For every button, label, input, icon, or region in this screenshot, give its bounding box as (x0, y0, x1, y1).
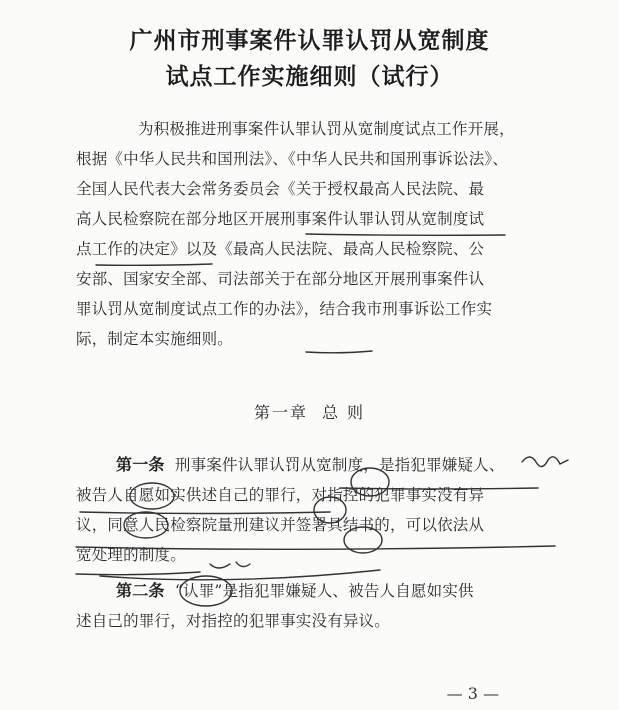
article-1-line-1 (76, 450, 576, 480)
chapter-label: 第一章 (253, 403, 308, 422)
page-number-text: — 3 — (446, 684, 499, 703)
document-title-line-1: 广州市刑事案件认罪认罚从宽制度 (129, 27, 490, 54)
article-1-line-2: 被告人自愿如实供述自己的罪行，对指控的犯罪事实没有异 (76, 486, 485, 504)
article-2 (76, 576, 576, 636)
preamble-line: 罪认罚从宽制度试点工作的办法》，结合我市刑事诉讼工作实 (76, 300, 493, 318)
preamble-line: 为积极推进刑事案件认罪认罚从宽制度试点工作开展， (138, 120, 515, 138)
article-1-line-4: 宽处理的制度。 (76, 546, 186, 564)
article-2-line-2: 述自己的罪行，对指控的犯罪事实没有异议。 (76, 612, 391, 630)
article-1-heading: 第一条 (116, 455, 165, 474)
preamble-line: 根据《中华人民共和国刑法》、《中华人民共和国刑事诉讼法》、 (76, 150, 509, 168)
preamble-line: 全国人民代表大会常务委员会《关于授权最高人民法院、最 (76, 180, 485, 198)
preamble-line: 际，制定本实施细则。 (76, 330, 234, 348)
preamble-line: 高人民检察院在部分地区开展刑事案件认罪认罚从宽制度试 (76, 210, 485, 228)
chapter-title: 总 则 (321, 403, 366, 422)
article-2-heading: 第二条 (116, 581, 165, 600)
preamble-paragraph (76, 114, 576, 354)
preamble-line: 安部、国家安全部、司法部关于在部分地区开展刑事案件认 (76, 270, 485, 288)
article-1-line-3: 议，同意人民检察院量刑建议并签署具结书的，可以依法从 (76, 516, 485, 534)
article-2-text: “认罪”是指犯罪嫌疑人、被告人自愿如实供 (174, 582, 474, 600)
article-1-text: 刑事案件认罪认罚从宽制度，是指犯罪嫌疑人、 (174, 456, 505, 474)
underline-mark (76, 572, 200, 575)
chapter-heading (0, 400, 619, 423)
article-1 (76, 450, 576, 570)
document-title-line-2: 试点工作实施细则（试行） (165, 63, 454, 90)
article-2-line-1 (76, 576, 576, 606)
preamble-line: 点工作的决定》以及《最高人民法院、最高人民检察院、公 (76, 240, 485, 258)
